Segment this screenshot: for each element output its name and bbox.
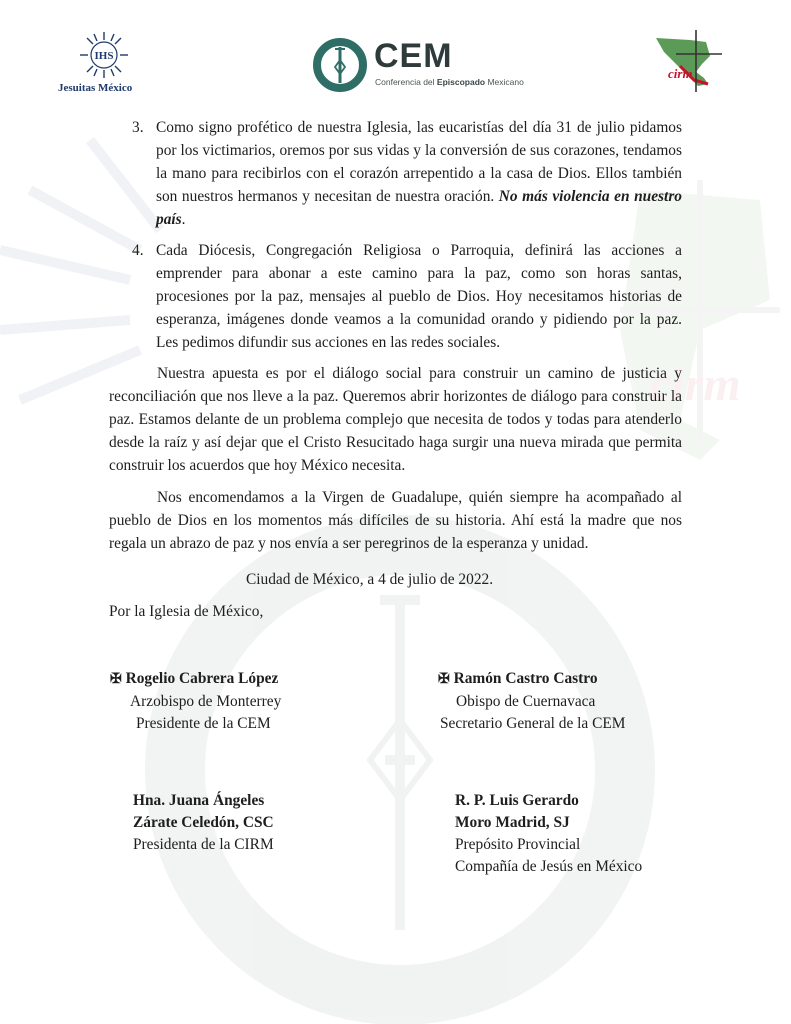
svg-text:cirm: cirm [650,358,741,411]
paragraph-guadalupe: Nos encomendamos a la Virgen de Guadalupe, quién siempre ha acompañado al pueblo de Dios en los momentos más difíciles de su historia. Ahí está la madre que nos regala un abrazo de paz y nos envía a ser peregrinos de la esperanza y unidad. [109,489,682,552]
signatory-org: Compañía de Jesús en México [455,858,643,875]
emphasis-text: No más violencia en nuestro país [156,188,683,228]
signatory-name: Rogelio Cabrera López [125,670,279,687]
item-4-number: 4. [132,242,144,259]
cem-logo [312,37,527,97]
closing-line: Por la Iglesia de México, [109,603,264,620]
cirm-mexico-map-icon [650,28,730,94]
cross-icon: ✠ [110,672,122,687]
signatory-name-line1: Hna. Juana Ángeles [133,792,265,809]
signatory-castro [438,668,625,735]
jesuitas-label: Jesuitas México [58,82,133,94]
signatory-moro [455,790,642,878]
item-3-text: Como signo profético de nuestra Iglesia, las eucaristías del día 31 de julio pidamos por los victimarios, oremos por sus vidas y la conversión de sus corazones, tendamos la mano para recibirlos con el corazón arrepentido a la casa de Dios. Ellos también son nuestros hermanos y necesitan de nuestra oración. No más violencia en nuestro país. [156,119,683,228]
signatory-role: Presidenta de la CIRM [133,836,274,853]
signatory-cabrera [110,668,281,735]
item-3-number: 3. [132,119,144,136]
cem-circle-cross-icon [312,37,368,93]
signatory-title: Arzobispo de Monterrey [130,693,282,710]
item-4-text: Cada Diócesis, Congregación Religiosa o Parroquia, definirá las acciones a emprender para abonar a este camino para la paz, como son horas santas, procesiones por la paz, mensajes al pueblo de Dios. Hoy necesitamos historias de esperanza, imágenes donde veamos a la comunidad orando y pidiendo por la paz. Les pedimos difundir sus acciones en las redes sociales. [156,242,682,351]
jesuit-sunburst-watermark-icon [0,140,160,400]
signatory-name-line2: Zárate Celedón, CSC [133,814,274,831]
jesuitas-logo [58,30,158,100]
signatory-role: Secretario General de la CEM [440,715,626,732]
signatory-title: Obispo de Cuernavaca [456,693,596,710]
cem-acronym: CEM [374,37,453,75]
header [0,0,791,105]
paragraph-dialogue: Nuestra apuesta es por el diálogo social para construir un camino de justicia y reconciliación que nos lleve a la paz. Queremos abrir horizontes de diálogo para construir la paz. Estamos delante de un problema complejo que necesita de todos y todas para atenderlo desde la raíz y así dejar que el Cristo Resucitado haga surgir una nueva mirada que permita construir los acuerdos que hoy México necesita. [109,365,682,474]
signatory-role: Presidente de la CEM [136,715,271,732]
cirm-logo [650,28,730,94]
ihs-sunburst-icon [78,30,130,80]
signatory-role: Prepósito Provincial [455,836,581,853]
signatory-name: Ramón Castro Castro [453,670,598,687]
cem-subtitle: Conferencia del Episcopado Mexicano [375,77,524,87]
cirm-label: cirm [668,66,693,81]
cross-icon: ✠ [438,672,450,687]
signatory-name-line1: R. P. Luis Gerardo [455,792,579,809]
signatory-zarate [133,790,274,856]
ihs-monogram: IHS [94,50,114,62]
signatory-name-line2: Moro Madrid, SJ [455,814,570,831]
date-line: Ciudad de México, a 4 de julio de 2022. [246,571,494,588]
